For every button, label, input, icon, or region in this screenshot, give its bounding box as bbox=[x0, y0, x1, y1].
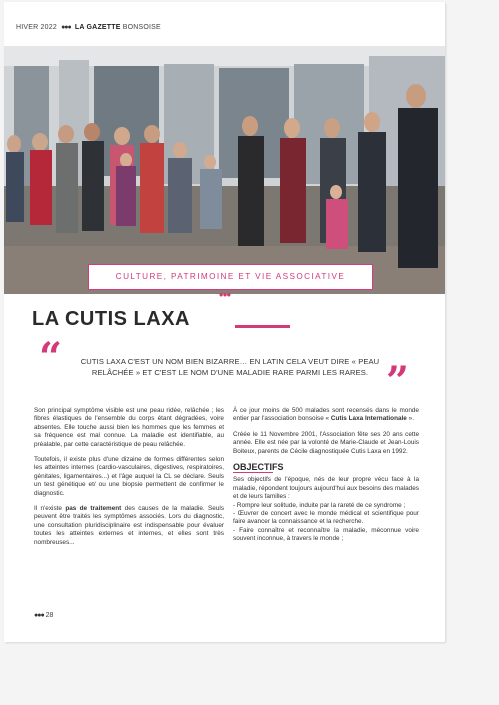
section-dots-icon: ●●● bbox=[218, 290, 231, 299]
close-quote-icon: ” bbox=[386, 358, 410, 405]
group-photo-illustration bbox=[4, 46, 445, 294]
section-band bbox=[88, 264, 373, 290]
left-paragraph-2: Toutefois, il existe plus d'une dizaine de formes différentes selon les atteintes internes (cardio-vasculaires, digestives, respiratoires, génitales, ligamentaires...) et l'âge auquel la CL se déclare. Seuls un test génétique et/ ou une biopsie permettent de confirmer le diagnostic. bbox=[34, 456, 224, 497]
open-quote-icon: “ bbox=[39, 334, 63, 381]
right-column bbox=[233, 407, 419, 544]
article-title: LA CUTIS LAXA bbox=[32, 308, 190, 330]
objective-item: - Œuvrer de concert avec le monde médical et scientifique pour faire avancer la connaissance et la recherche. bbox=[233, 510, 419, 526]
section-label: CULTURE, PATRIMOINE ET VIE ASSOCIATIVE bbox=[115, 272, 346, 281]
right-p1-bold: Cutis Laxa Internationale bbox=[330, 415, 407, 423]
right-p1-before: À ce jour moins de 500 malades sont recensés dans le monde entier par l'association bonsoise « bbox=[233, 407, 419, 423]
right-paragraph-1 bbox=[233, 407, 419, 424]
header-dots-icon: ●●● bbox=[61, 24, 71, 31]
left-column bbox=[34, 407, 224, 554]
left-p3-after: des causes de la maladie. Seuls peuvent être traités les symptômes associés. Lors du diagnostic, une consultation pluridisciplinaire est indispensable pour évaluer toutes les atteintes externes et internes, et elles sont très nombreuses... bbox=[34, 505, 225, 546]
page-number: 28 bbox=[45, 612, 54, 619]
left-p3-bold: pas de traitement bbox=[65, 505, 122, 513]
left-paragraph-3 bbox=[34, 505, 224, 547]
magazine-page bbox=[4, 2, 445, 642]
right-p1-after: ». bbox=[406, 415, 414, 423]
title-underline bbox=[235, 325, 290, 328]
page-header bbox=[16, 24, 161, 31]
right-paragraph-3: Ses objectifs de l'époque, nés de leur propre vécu face à la maladie, répondent toujours aujourd'hui aux besoins des malades et de leurs familles : bbox=[233, 476, 419, 501]
left-paragraph-1: Son principal symptôme visible est une peau ridée, relâchée ; les fibres élastiques de l'ensemble du corps étant dégradées, voire absentes. Elle touche aussi bien les hommes que les femmes et sa fréquence est mal connue. La maladie est identifiable, au préalable, par cette caractéristique de peau relâchée. bbox=[34, 407, 224, 448]
group-photo bbox=[4, 46, 445, 294]
page-footer bbox=[34, 612, 53, 619]
objective-item: - Rompre leur solitude, induite par la rareté de ce syndrome ; bbox=[233, 501, 406, 509]
magazine-name-rest: BONSOISE bbox=[120, 24, 161, 31]
article-title-block bbox=[32, 308, 412, 338]
left-p3-before: Il n'existe bbox=[34, 505, 66, 513]
issue-label: HIVER 2022 bbox=[16, 24, 57, 31]
right-paragraph-2: Créée le 11 Novembre 2001, l'Association fête ses 20 ans cette année. Elle est née par la volonté de Marie-Claude et Jean-Louis Boiteux, parents de Cécile diagnostiquée Cutis Laxa en 1992. bbox=[233, 430, 419, 455]
magazine-name-bold: LA GAZETTE bbox=[74, 24, 121, 31]
objective-item: - Faire connaître et reconnaître la maladie, méconnue voire souvent inconnue, à travers le monde ; bbox=[233, 526, 419, 543]
objectives-list bbox=[233, 502, 419, 544]
footer-dots-icon: ●●● bbox=[34, 612, 44, 619]
objectives-underline bbox=[233, 472, 273, 473]
article-lead: CUTIS LAXA C'EST UN NOM BIEN BIZARRE… EN LATIN CELA VEUT DIRE « PEAU RELÂCHÉE » ET C'EST LE NOM D'UNE MALADIE RARE PARMI LES RARES. bbox=[80, 357, 380, 377]
objectives-heading: OBJECTIFS bbox=[233, 462, 284, 473]
